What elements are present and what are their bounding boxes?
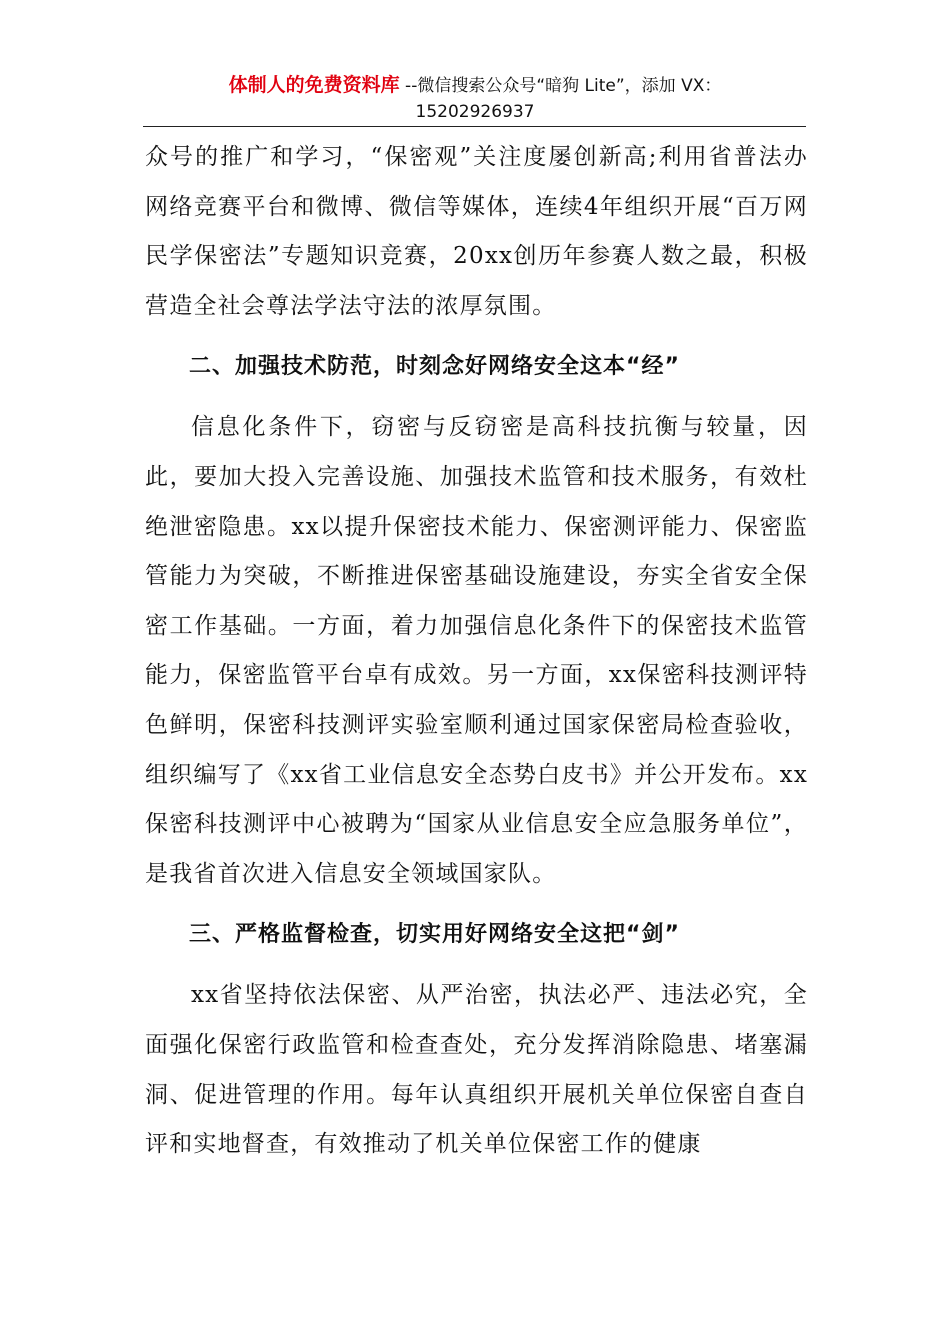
paragraph-section-3: xx省坚持依法保密、从严治密，执法必严、违法必究，全面强化保密行政监管和检查查处，充分发挥消除隐患、堵塞漏洞、促进管理的作用。每年认真组织开展机关单位保密自查自评和实地督查，有效推动了机关单位保密工作的健康 bbox=[145, 982, 808, 1158]
page-header bbox=[140, 72, 810, 125]
header-contact: 15202926937 bbox=[415, 102, 535, 122]
section-heading-2: 二、加强技术防范，时刻念好网络安全这本“经” bbox=[189, 354, 680, 380]
header-divider bbox=[143, 126, 806, 127]
header-brand: 体制人的免费资料库 bbox=[228, 74, 400, 96]
paragraph-continued: 众号的推广和学习，“保密观”关注度屡创新高;利用省普法办网络竞赛平台和微博、微信等媒体，连续4年组织开展“百万网民学保密法”专题知识竞赛，20xx创历年参赛人数之最，积极营造全社会尊法学法守法的浓厚氛围。 bbox=[145, 144, 808, 319]
document-body bbox=[145, 133, 808, 1170]
paragraph-section-2: 信息化条件下，窃密与反窃密是高科技抗衡与较量，因此，要加大投入完善设施、加强技术监管和技术服务，有效杜绝泄密隐患。xx以提升保密技术能力、保密测评能力、保密监管能力为突破，不断推进保密基础设施建设，夯实全省安全保密工作基础。一方面，着力加强信息化条件下的保密技术监管能力，保密监管平台卓有成效。另一方面，xx保密科技测评特色鲜明，保密科技测评实验室顺利通过国家保密局检查验收，组织编写了《xx省工业信息安全态势白皮书》并公开发布。xx保密科技测评中心被聘为“国家从业信息安全应急服务单位”，是我省首次进入信息安全领域国家队。 bbox=[145, 414, 808, 887]
header-note: --微信搜索公众号“暗狗 Lite”，添加 VX： bbox=[399, 76, 722, 96]
section-heading-3: 三、严格监督检查，切实用好网络安全这把“剑” bbox=[189, 922, 680, 948]
